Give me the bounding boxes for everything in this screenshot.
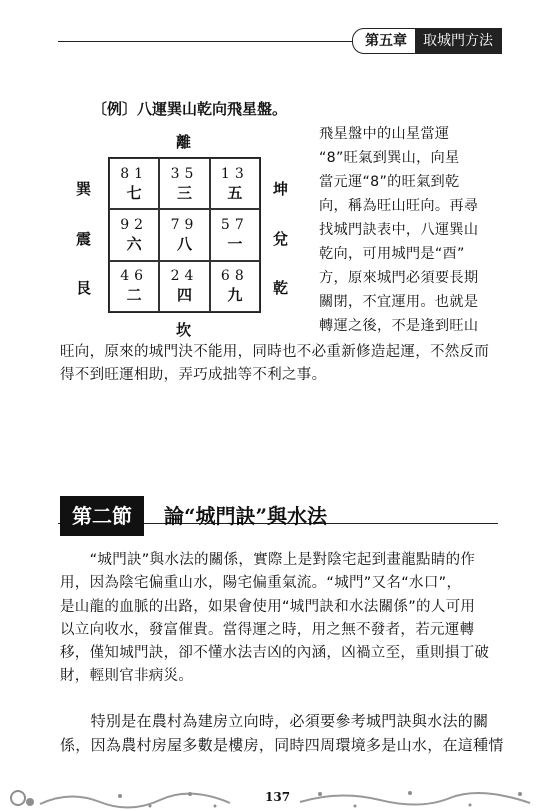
cell-base: 二 bbox=[126, 286, 142, 305]
text-line: 當元運“8”的旺氣到乾 bbox=[319, 174, 460, 190]
chart-cell bbox=[210, 209, 260, 260]
text-line: 是山龍的血脈的出路，如果會使用“城門訣和水法關係”的人可用 bbox=[60, 598, 476, 615]
cell-stars: 57 bbox=[220, 216, 249, 233]
text-line: 轉運之後，不是逢到旺山 bbox=[319, 318, 479, 334]
chart-cell bbox=[210, 158, 260, 209]
chart-cell bbox=[109, 209, 159, 260]
cell-base: 六 bbox=[126, 234, 142, 253]
text-line: 旺向，原來的城門決不能用，同時也不必重新修造起運，不然反而 bbox=[60, 344, 490, 360]
cell-base: 七 bbox=[126, 183, 142, 202]
direction-left-2: 震 bbox=[76, 230, 92, 248]
cell-stars: 13 bbox=[220, 165, 249, 182]
direction-right-1: 坤 bbox=[273, 180, 289, 198]
cell-stars: 35 bbox=[170, 165, 199, 182]
text-line: 乾向，可用城門是“酉” bbox=[319, 246, 465, 262]
chapter-title: 取城門方法 bbox=[415, 29, 501, 53]
cell-base: 四 bbox=[176, 286, 192, 305]
cell-stars: 46 bbox=[120, 268, 149, 285]
text-line: 以立向收水，發富催貴。當得運之時，用之無不發者，若元運轉 bbox=[60, 621, 475, 638]
text-line: 特別是在農村為建房立向時，必須要參考城門訣與水法的關 bbox=[60, 712, 489, 730]
continuation-text bbox=[60, 341, 489, 387]
chart-cell bbox=[210, 261, 260, 312]
chart-cell bbox=[159, 158, 209, 209]
direction-right-3: 乾 bbox=[273, 279, 289, 297]
example-title: 〔例〕八運巽山乾向飛星盤。 bbox=[92, 100, 288, 118]
section-label: 第二節 bbox=[60, 496, 144, 536]
direction-right-2: 兌 bbox=[273, 230, 289, 248]
chart-cell bbox=[109, 261, 159, 312]
flying-star-chart bbox=[108, 157, 261, 313]
cell-base: 八 bbox=[176, 234, 192, 253]
direction-left-3: 艮 bbox=[76, 279, 92, 297]
cell-stars: 24 bbox=[170, 268, 199, 285]
cell-stars: 68 bbox=[220, 268, 249, 285]
text-line: 用，因為陰宅偏重山水，陽宅偏重氣流。“城門”又名“水口”， bbox=[60, 575, 462, 592]
direction-left-1: 巽 bbox=[76, 180, 92, 198]
chart-cell bbox=[109, 158, 159, 209]
text-line: 向，稱為旺山旺向。再尋 bbox=[319, 198, 479, 214]
cell-base: 一 bbox=[227, 234, 243, 253]
text-line: 係，因為農村房屋多數是樓房，同時四周環境多是山水，在這種情 bbox=[60, 736, 504, 754]
cell-base: 三 bbox=[176, 183, 192, 202]
text-line: 財，輕則官非病災。 bbox=[60, 668, 194, 685]
text-line: 移，僅知城門訣，卻不懂水法吉凶的內涵，凶禍立至，重則損丁破 bbox=[60, 645, 490, 662]
page-number: 137 bbox=[265, 790, 291, 804]
cell-base: 九 bbox=[227, 286, 243, 305]
text-line: “城門訣”與水法的關係，實際上是對陰宅起到畫龍點睛的作 bbox=[60, 552, 476, 568]
cell-stars: 81 bbox=[120, 165, 149, 182]
chart-cell bbox=[159, 209, 209, 260]
text-line: 關閉，不宜運用。也就是 bbox=[319, 294, 479, 310]
body-paragraph-2 bbox=[60, 709, 504, 757]
chapter-label: 第五章 bbox=[365, 33, 407, 49]
cell-base: 五 bbox=[227, 183, 243, 202]
cell-stars: 92 bbox=[120, 216, 149, 233]
right-column-text bbox=[319, 122, 478, 338]
text-line: 飛星盤中的山星當運 bbox=[319, 126, 450, 142]
body-paragraph-1 bbox=[60, 549, 489, 689]
text-line: 方，原來城門必須要長期 bbox=[319, 270, 479, 286]
text-line: 得不到旺運相助，弄巧成拙等不利之事。 bbox=[60, 367, 327, 383]
direction-top: 離 bbox=[176, 133, 192, 151]
section-title: 論“城門訣”與水法 bbox=[164, 504, 328, 528]
chapter-header bbox=[352, 28, 502, 54]
cell-stars: 79 bbox=[170, 216, 199, 233]
text-line: 找城門訣表中，八運巽山 bbox=[319, 222, 479, 238]
text-line: “8”旺氣到巽山，向星 bbox=[319, 150, 460, 166]
direction-bottom: 坎 bbox=[176, 321, 192, 339]
chart-cell bbox=[159, 261, 209, 312]
